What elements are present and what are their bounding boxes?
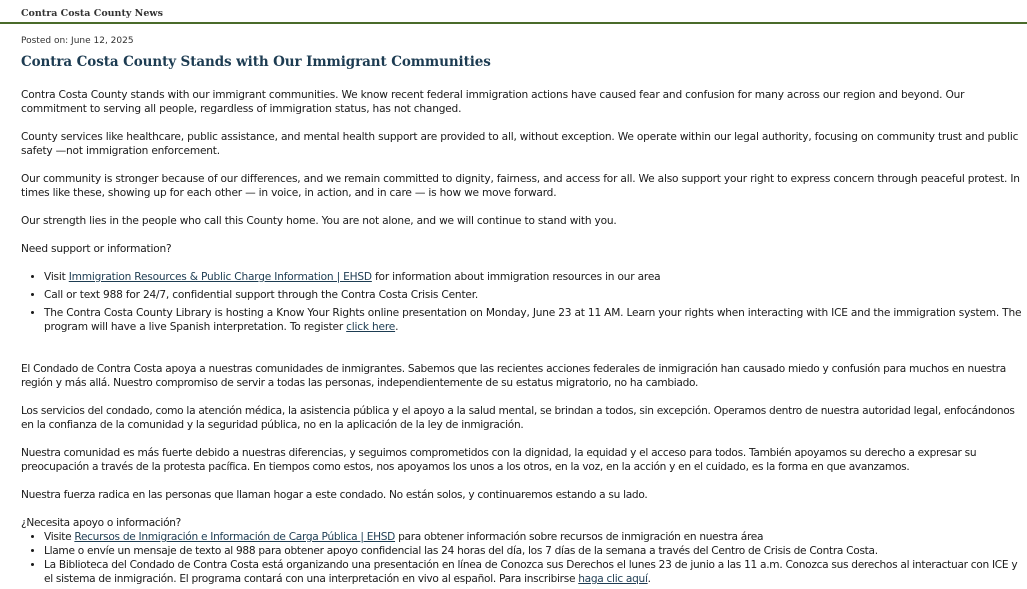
immigration-resources-link[interactable]: Immigration Resources & Public Charge Information | EHSD bbox=[68, 271, 372, 283]
section-spacer bbox=[21, 348, 1027, 362]
posted-date: Posted on: June 12, 2025 bbox=[21, 36, 134, 46]
list-item-text: Call or text 988 for 24/7, confidential support through the Contra Costa Crisis Center. bbox=[44, 289, 479, 301]
paragraph-en-3: Our community is stronger because of our differences, and we remain committed to dignity, fairness, and access for all. We also support your right to express concern through peaceful protest. In times like these, showing up for each other — in voice, in action, and in care — is how we move forward. bbox=[21, 173, 1020, 199]
support-question-es: ¿Necesita apoyo o información? bbox=[21, 517, 181, 529]
list-item-text: Visite bbox=[44, 531, 75, 543]
list-item-text: for information about immigration resources in our area bbox=[371, 271, 661, 283]
inscribirse-link[interactable]: haga clic aquí bbox=[578, 573, 648, 585]
support-list-es bbox=[21, 530, 1027, 586]
spanish-section bbox=[21, 362, 1027, 586]
recursos-inmigracion-link[interactable]: Recursos de Inmigración e Información de Carga Pública | EHSD bbox=[74, 531, 396, 543]
list-item-text: para obtener información sobre recursos de inmigración en nuestra área bbox=[395, 531, 764, 543]
paragraph-en-4: Our strength lies in the people who call this County home. You are not alone, and we will continue to stand with you. bbox=[21, 215, 617, 227]
list-item bbox=[44, 288, 1027, 302]
paragraph-en-2: County services like healthcare, public assistance, and mental health support are provided to all, without exception. We operate within our legal authority, focusing on community trust and public safety —not immigration enforcement. bbox=[21, 131, 1019, 157]
list-item-text: Llame o envíe un mensaje de texto al 988 para obtener apoyo confidencial las 24 horas del día, los 7 días de la semana a través del Centro de Crisis de Contra Costa. bbox=[44, 545, 878, 557]
register-link[interactable]: click here bbox=[346, 321, 396, 333]
list-item bbox=[44, 270, 1027, 284]
paragraph-en-1: Contra Costa County stands with our immigrant communities. We know recent federal immigration actions have caused fear and confusion for many across our region and beyond. Our commitment to serving all people, regardless of immigration status, has not changed. bbox=[21, 89, 965, 115]
english-section bbox=[21, 88, 1027, 334]
list-item-text: The Contra Costa County Library is hosting a Know Your Rights online presentation on Monday, June 23 at 11 AM. Learn your rights when interacting with ICE and the immigration system. The program will have a live Spanish interpretation. To register bbox=[44, 307, 1022, 333]
support-question-en: Need support or information? bbox=[21, 243, 172, 255]
list-item bbox=[44, 558, 1027, 586]
paragraph-es-1: El Condado de Contra Costa apoya a nuestras comunidades de inmigrantes. Sabemos que las recientes acciones federales de inmigración han causado miedo y confusión para muchos en nuestra región y más allá. Nuestro compromiso de servir a todas las personas, independientemente de su estatus migratorio, no ha cambiado. bbox=[21, 363, 1006, 389]
list-item-text: . bbox=[647, 573, 651, 585]
list-item-text: La Biblioteca del Condado de Contra Costa está organizando una presentación en línea de Conozca sus Derechos el lunes 23 de junio a las 11 a.m. Conozca sus derechos al interactuar con ICE y el sistema de inmigración. El programa contará con una interpretación en vivo al español. Para inscribirse bbox=[44, 559, 1018, 585]
list-item-text: Visit bbox=[44, 271, 69, 283]
list-item bbox=[44, 306, 1027, 334]
article-body bbox=[21, 34, 1027, 586]
list-item bbox=[44, 544, 1027, 558]
paragraph-es-4: Nuestra fuerza radica en las personas que llaman hogar a este condado. No están solos, y continuaremos estando a su lado. bbox=[21, 489, 648, 501]
masthead bbox=[0, 0, 1027, 24]
paragraph-es-3: Nuestra comunidad es más fuerte debido a nuestras diferencias, y seguimos comprometidos con la dignidad, la equidad y el acceso para todos. También apoyamos su derecho a expresar su preocupación a través de la protesta pacífica. En tiempos como estos, nos apoyamos los unos a los otros, en la voz, en la acción y en el cuidado, es la forma en que avanzamos. bbox=[21, 447, 977, 473]
article-title: Contra Costa County Stands with Our Immigrant Communities bbox=[21, 54, 491, 70]
site-title[interactable]: Contra Costa County News bbox=[21, 8, 163, 19]
paragraph-es-2: Los servicios del condado, como la atención médica, la asistencia pública y el apoyo a la salud mental, se brindan a todos, sin excepción. Operamos dentro de nuestra autoridad legal, enfocándonos en la confianza de la comunidad y la seguridad pública, no en la aplicación de la ley de inmigración. bbox=[21, 405, 1015, 431]
list-item-text: . bbox=[395, 321, 399, 333]
support-list-en bbox=[21, 270, 1027, 334]
list-item bbox=[44, 530, 1027, 544]
